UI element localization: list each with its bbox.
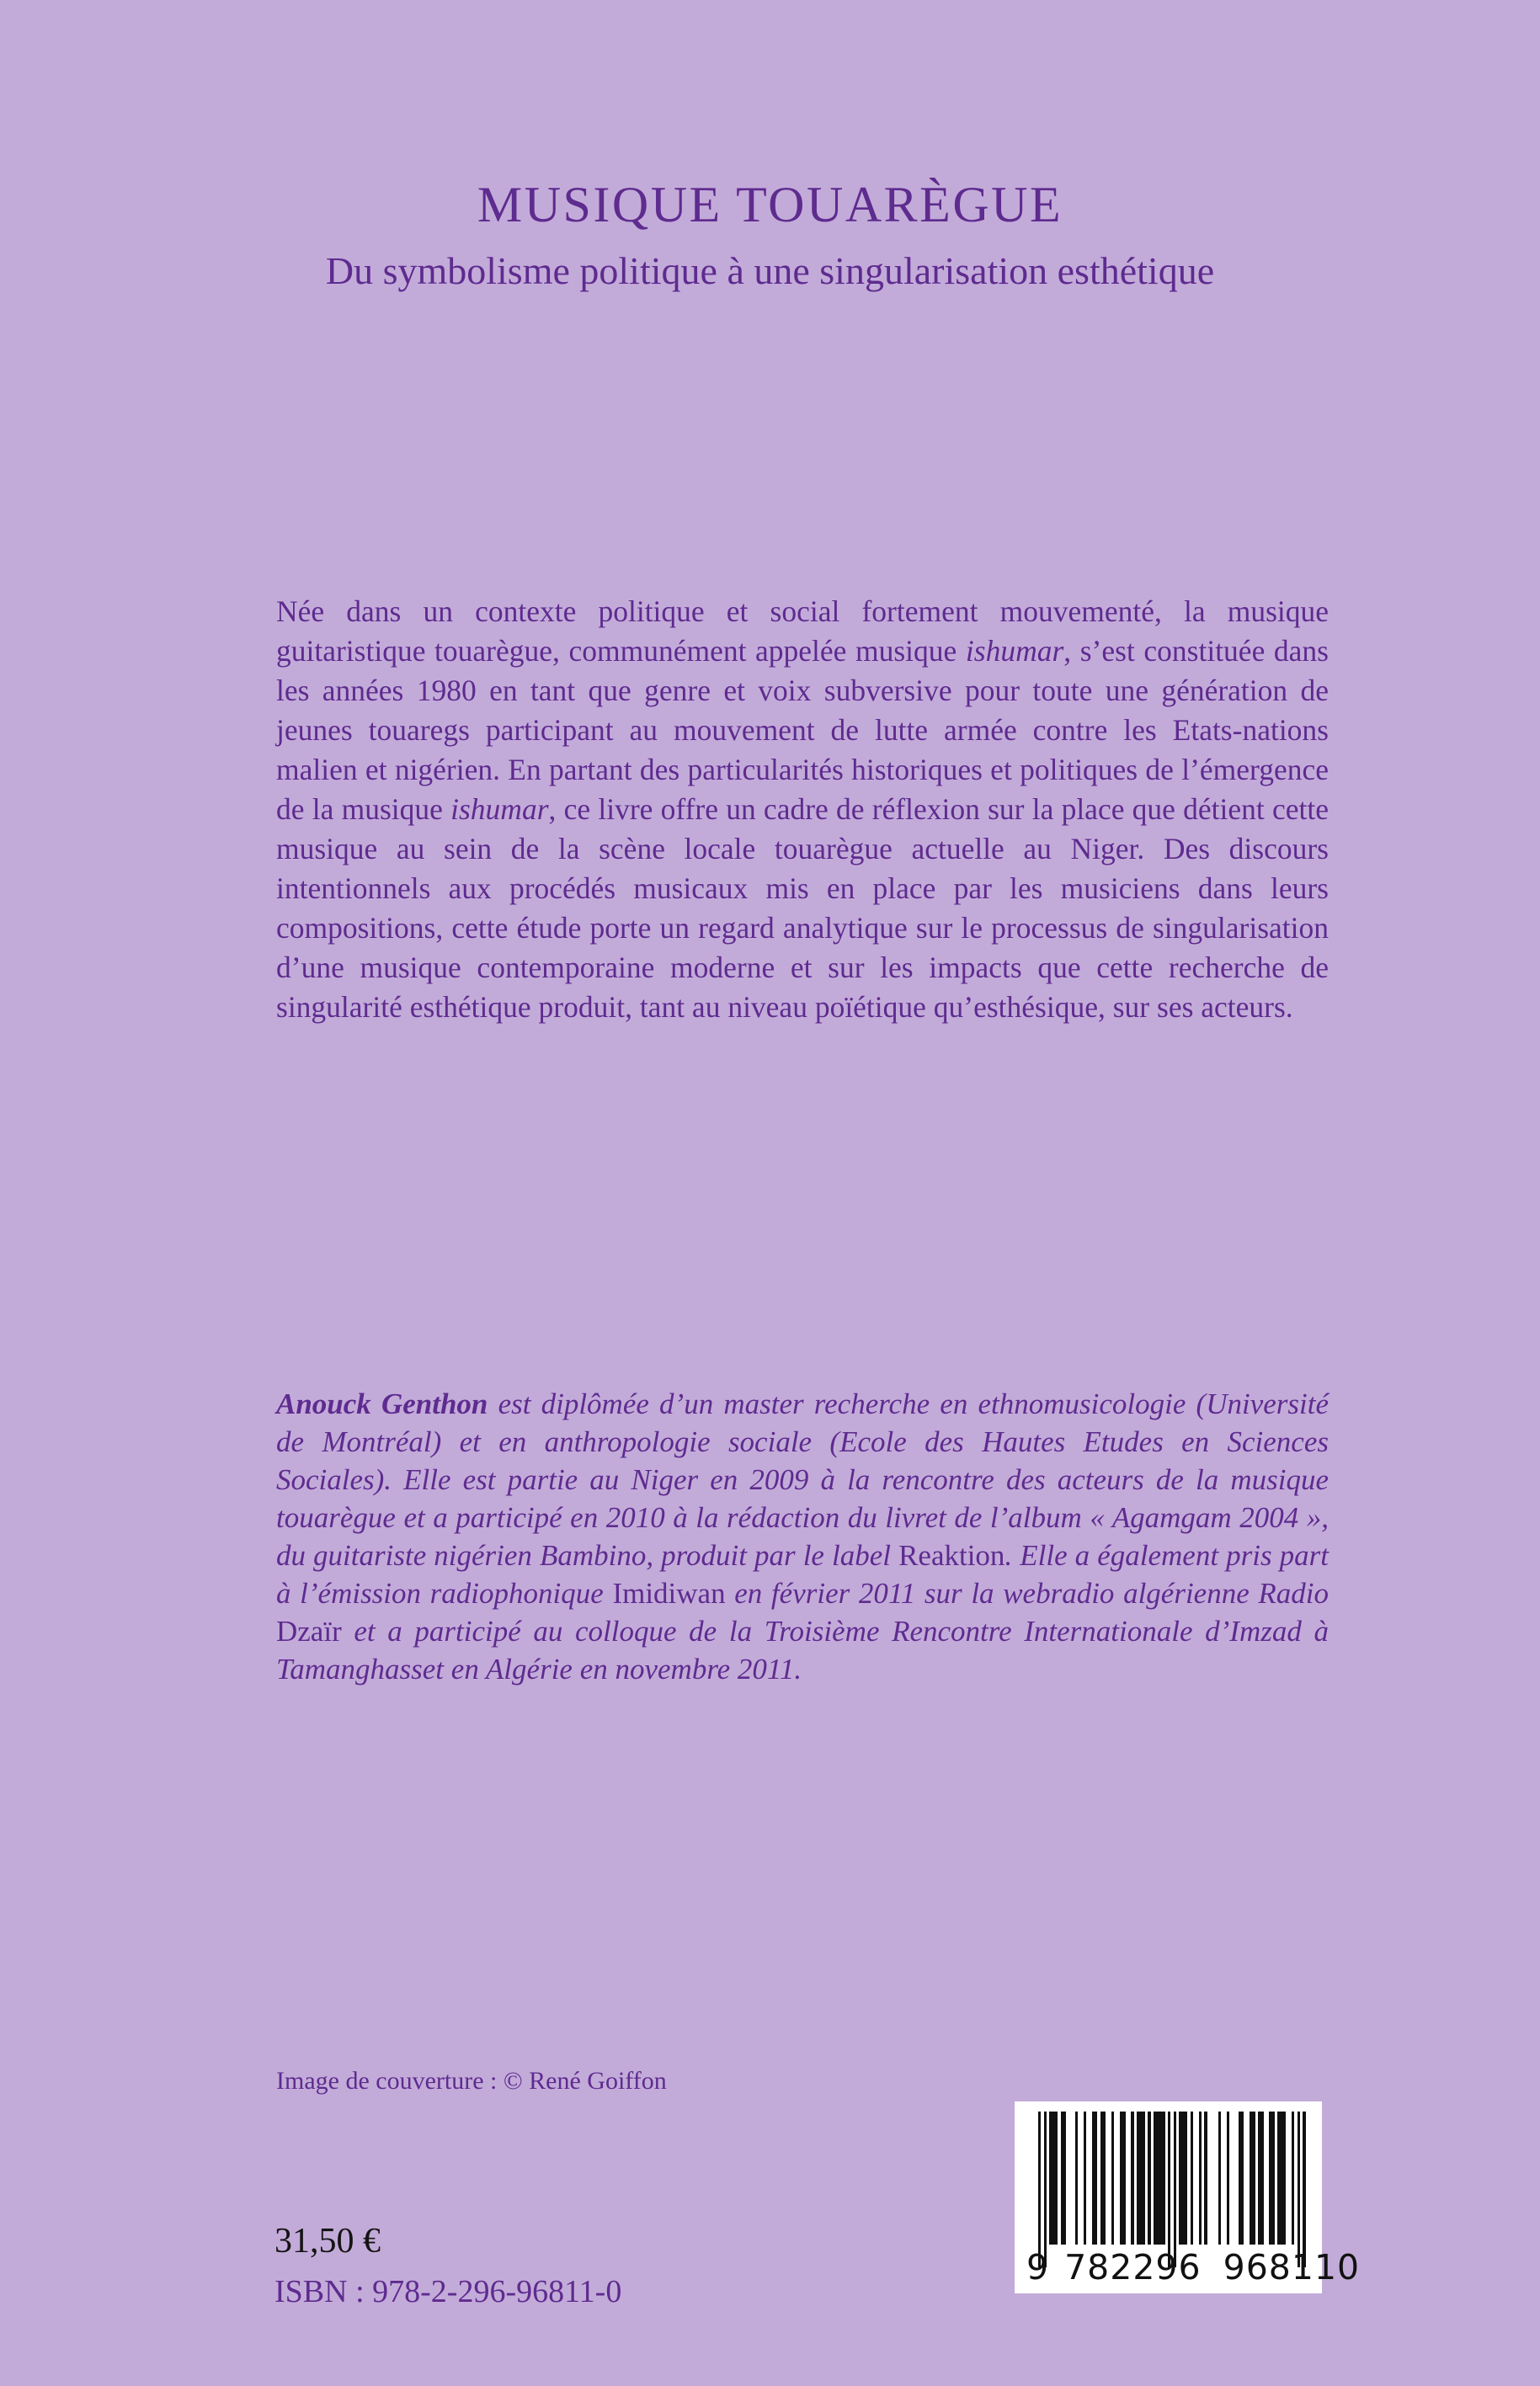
barcode-bar: [1137, 2112, 1145, 2245]
barcode-bar: [1100, 2112, 1106, 2245]
barcode-bar: [1106, 2112, 1111, 2245]
text-run: , ce livre offre un cadre de réflexion sur la place que détient cette musique au sein de la scène locale touarègue actuelle au Niger. Des discours intentionnels aux procédés musicaux mis en place par les musiciens dans leurs compositions, cette étude porte un regard analytique sur le processus de singularisation d’une musique contemporaine moderne et sur les impacts que cette recherche de singularité esthétique produit, tant au niveau poïétique qu’esthésique, sur ses acteurs.: [276, 792, 1329, 1024]
barcode-bar: [1179, 2112, 1187, 2245]
barcode-bar: [1277, 2112, 1286, 2245]
page-title: MUSIQUE TOUARÈGUE: [477, 177, 1063, 232]
text-run: Dzaïr: [276, 1615, 342, 1648]
text-run: ishumar: [450, 792, 549, 826]
barcode-bar: [1258, 2112, 1264, 2245]
barcode-bar: [1078, 2112, 1084, 2245]
title-block: [0, 178, 1540, 293]
barcode: [1015, 2101, 1361, 2293]
text-run: , s’est constituée dans les années 1980 en tant que genre et voix subversive pour toute une génération de jeunes touaregs participant au mouvement de lutte armée contre les Etats-nations malien et nigérien. En partant des particularités historiques et politiques de l’émergence de la musique: [276, 634, 1329, 826]
barcode-bar: [1114, 2112, 1120, 2245]
text-run: Reaktion: [898, 1539, 1005, 1572]
cover-image-credit: Image de couverture : © René Goiffon: [276, 2067, 667, 2095]
barcode-bar: [1264, 2112, 1270, 2245]
text-run: Née dans un contexte politique et social fortement mouvementé, la musique guitaristique touarègue, communément appelée musique: [276, 594, 1329, 668]
barcode-bar: [1239, 2112, 1244, 2245]
barcode-left-group: 782296: [1064, 2247, 1202, 2287]
author-biography: [276, 1385, 1329, 1688]
text-run: ishumar: [965, 634, 1064, 668]
barcode-bars: [1038, 2112, 1307, 2245]
barcode-lead-digit: 9: [1026, 2247, 1050, 2287]
book-description: [276, 592, 1329, 1027]
barcode-bar: [1244, 2112, 1250, 2245]
barcode-bar: [1126, 2112, 1132, 2245]
text-run: en février 2011 sur la webradio algérienne Radio: [725, 1577, 1330, 1610]
barcode-bar: [1286, 2112, 1292, 2245]
barcode-bar: [1061, 2112, 1067, 2245]
isbn-label: ISBN : 978-2-296-96811-0: [274, 2274, 622, 2309]
text-run: Imidiwan: [612, 1577, 726, 1610]
barcode-bar: [1120, 2112, 1126, 2245]
barcode-bar: [1229, 2112, 1238, 2245]
barcode-bar: [1269, 2112, 1275, 2245]
barcode-right-group: 968110: [1223, 2247, 1361, 2287]
text-run: est diplômée d’un master recherche en ethnomusicologie (Université de Montréal) et en anthropologie sociale (Ecole des Hautes Etudes en Sciences Sociales). Elle est partie au Niger en 2009 à la rencontre des acteurs de la musique touarègue et a participé en 2010 à la rédaction du livret de l’album « Agamgam 2004 », du guitariste nigérien Bambino, produit par le label: [276, 1387, 1329, 1572]
price-label: 31,50 €: [274, 2222, 381, 2261]
barcode-bar: [1154, 2112, 1164, 2245]
page-subtitle: Du symbolisme politique à une singularisation esthétique: [325, 249, 1215, 292]
barcode-bar: [1066, 2112, 1074, 2245]
text-run: . Elle a également pris part à l’émission radiophonique: [276, 1539, 1329, 1610]
barcode-bar: [1049, 2112, 1058, 2245]
barcode-bar: [1303, 2112, 1305, 2267]
text-run: et a participé au colloque de la Troisième Rencontre Internationale d’Imzad à Tamanghasset en Algérie en novembre 2011.: [276, 1615, 1329, 1686]
barcode-bar: [1250, 2112, 1255, 2245]
barcode-digits: [1026, 2247, 1361, 2287]
barcode-bar: [1207, 2112, 1218, 2245]
barcode-bar: [1092, 2112, 1098, 2245]
barcode-bar: [1086, 2112, 1092, 2245]
barcode-bar: [1193, 2112, 1199, 2245]
author-name: Anouck Genthon: [276, 1387, 488, 1420]
barcode-bar: [1221, 2112, 1227, 2245]
